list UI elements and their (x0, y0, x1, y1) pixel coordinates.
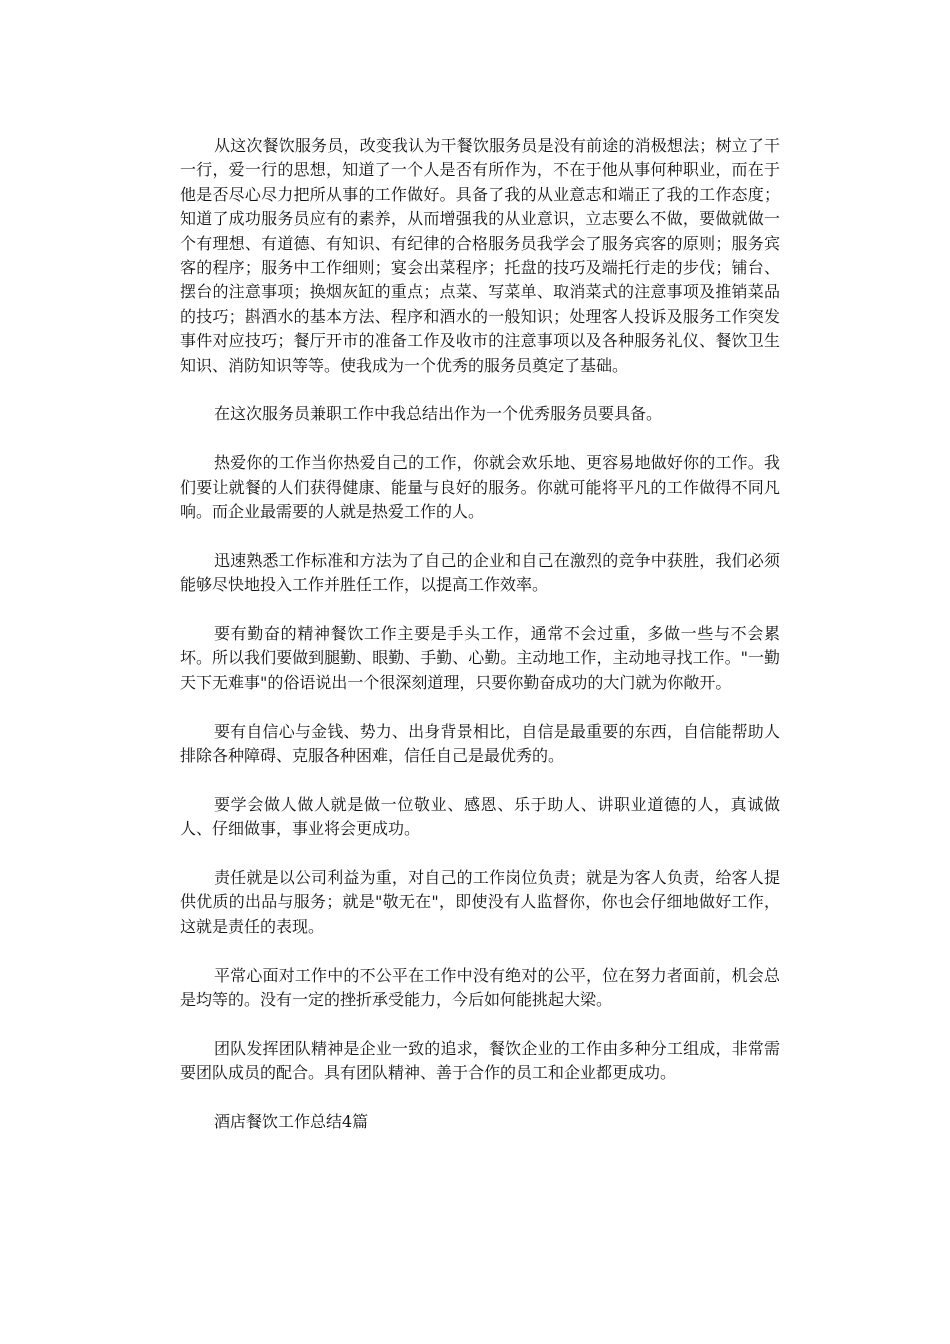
paragraph-learn-standards: 迅速熟悉工作标准和方法为了自己的企业和自己在激烈的竞争中获胜，我们必须能够尽快地投入工作并胜任工作，以提高工作效率。 (180, 550, 780, 595)
paragraph-service-experience: 从这次餐饮服务员，改变我认为干餐饮服务员是没有前途的消极想法；树立了干一行，爱一行的思想，知道了一个人是否有所作为，不在于他从事何种职业，而在于他是否尽心尽力把所从事的工作做好。具备了我的从业意志和端正了我的工作态度；知道了成功服务员应有的素养，从而增强我的从业意识，立志要么不做，要做就做一个有理想、有道德、有知识、有纪律的合格服务员我学会了服务宾客的原则；服务宾客的程序；服务中工作细则；宴会出菜程序；托盘的技巧及端托行走的步伐；铺台、摆台的注意事项；换烟灰缸的重点；点菜、写菜单、取消菜式的注意事项及推销菜品的技巧；斟酒水的基本方法、程序和酒水的一般知识；处理客人投诉及服务工作突发事件对应技巧；餐厅开市的准备工作及收市的注意事项以及各种服务礼仪、餐饮卫生知识、消防知识等等。使我成为一个优秀的服务员奠定了基础。 (180, 136, 780, 375)
paragraph-teamwork: 团队发挥团队精神是企业一致的追求，餐饮企业的工作由多种分工组成，非常需要团队成员的配合。具有团队精神、善于合作的员工和企业都更成功。 (180, 1038, 780, 1083)
paragraph-love-work: 热爱你的工作当你热爱自己的工作，你就会欢乐地、更容易地做好你的工作。我们要让就餐的人们获得健康、能量与良好的服务。你就可能将平凡的工作做得不同凡响。而企业最需要的人就是热爱工作的人。 (180, 453, 780, 522)
paragraph-diligence: 要有勤奋的精神餐饮工作主要是手头工作，通常不会过重，多做一些与不会累坏。所以我们要做到腿勤、眼勤、手勤、心勤。主动地工作，主动地寻找工作。"一勤天下无难事"的俗语说出一个很深刻道理，只要你勤奋成功的大门就为你敞开。 (180, 624, 780, 692)
paragraph-confidence: 要有自信心与金钱、势力、出身背景相比，自信是最重要的东西，自信能帮助人排除各种障碍、克服各种困难，信任自己是最优秀的。 (180, 721, 780, 766)
paragraph-responsibility: 责任就是以公司利益为重，对自己的工作岗位负责；就是为客人负责，给客人提供优质的出品与服务；就是"敬无在"，即使没有人监督你，你也会仔细地做好工作，这就是责任的表现。 (180, 868, 780, 936)
paragraph-summary-intro: 在这次服务员兼职工作中我总结出作为一个优秀服务员要具备。 (214, 404, 663, 424)
paragraph-next-section-title: 酒店餐饮工作总结4篇 (214, 1112, 369, 1132)
document-body (180, 134, 780, 1159)
paragraph-be-a-good-person: 要学会做人做人就是做一位敬业、感恩、乐于助人、讲职业道德的人，真诚做人、仔细做事，事业将会更成功。 (180, 794, 780, 839)
paragraph-equanimity: 平常心面对工作中的不公平在工作中没有绝对的公平，位在努力者面前，机会总是均等的。没有一定的挫折承受能力，今后如何能挑起大梁。 (180, 965, 780, 1010)
